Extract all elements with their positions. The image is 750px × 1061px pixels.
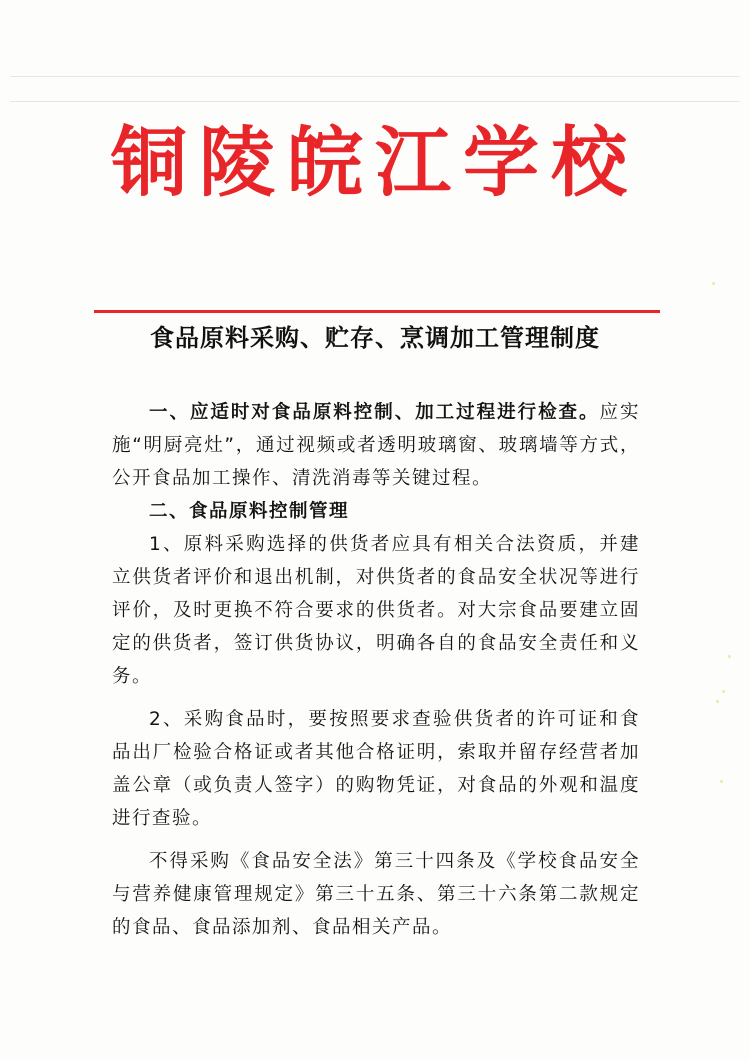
letterhead-school-name: 铜陵皖江学校 [111,118,639,207]
scan-speck [712,282,715,285]
section-1-text: 应实施“明厨亮灶”，通过视频或者透明玻璃窗、玻璃墙等方式，公开食品加工操作、清洗消毒等关键过程。 [112,402,640,489]
scan-artifact-line [10,76,740,77]
paragraph-gap [112,835,640,845]
section-1-paragraph [112,396,640,495]
scan-speck [720,780,723,783]
scan-speck [722,690,725,693]
section-1-heading: 一、应适时对食品原料控制、加工过程进行检查。 [149,402,600,423]
scan-speck [716,700,719,703]
document-body [112,396,640,944]
letterhead-red-rule [94,310,660,313]
section-2-heading: 二、食品原料控制管理 [149,501,350,522]
section-2-paragraph-1: 1、原料采购选择的供货者应具有相关合法资质，并建立供货者评价和退出机制，对供货者的食品安全状况等进行评价，及时更换不符合要求的供货者。对大宗食品要建立固定的供货者，签订供货协议，明确各自的食品安全责任和义务。 [112,534,640,687]
scan-speck [728,655,731,658]
section-2-paragraph-2: 2、采购食品时，要按照要求查验供货者的许可证和食品出厂检验合格证或者其他合格证明，索取并留存经营者加盖公章（或负责人签字）的购物凭证，对食品的外观和温度进行查验。 [112,709,640,829]
scan-artifact-line [10,101,740,102]
paragraph-gap [112,693,640,703]
document-title: 食品原料采购、贮存、烹调加工管理制度 [150,323,600,352]
section-2-paragraph-3: 不得采购《食品安全法》第三十四条及《学校食品安全与营养健康管理规定》第三十五条、第三十六条第二款规定的食品、食品添加剂、食品相关产品。 [112,851,640,938]
